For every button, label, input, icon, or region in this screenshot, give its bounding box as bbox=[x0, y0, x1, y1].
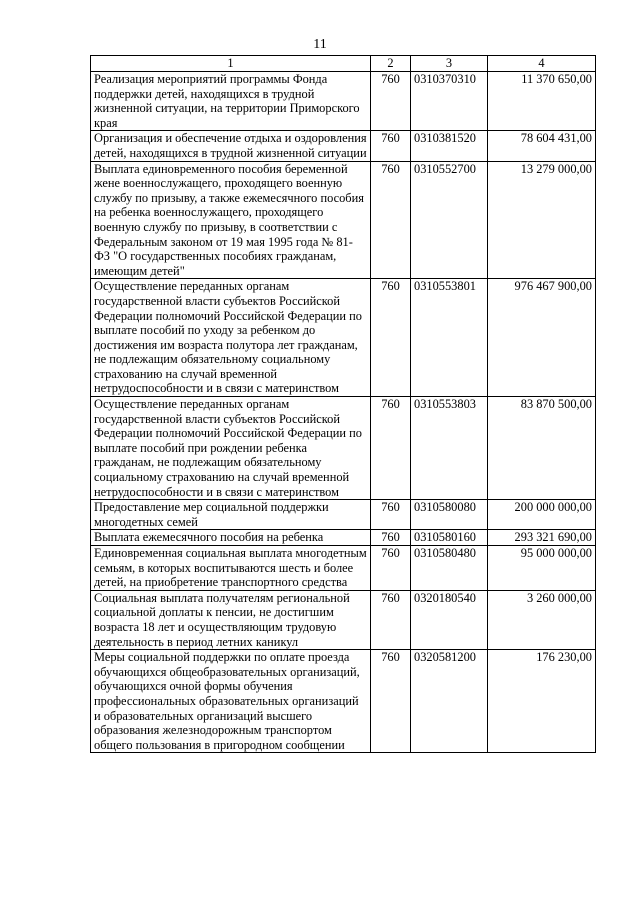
table-row bbox=[91, 650, 596, 753]
row-code: 760 bbox=[371, 590, 411, 649]
row-target-code: 0310553801 bbox=[411, 279, 488, 397]
row-name: Осуществление переданных органам государственной власти субъектов Российской Федерации полномочий Российской Федерации по выплате пособий при рождении ребенка гражданам, не подлежащим обязательному социальному страхованию на случай временной нетрудоспособности и в связи с материнством bbox=[91, 397, 371, 500]
row-target-code: 0310552700 bbox=[411, 161, 488, 279]
column-header-2: 2 bbox=[371, 56, 411, 72]
row-code: 760 bbox=[371, 650, 411, 753]
row-amount: 95 000 000,00 bbox=[488, 546, 596, 591]
table-row bbox=[91, 131, 596, 161]
row-target-code: 0310381520 bbox=[411, 131, 488, 161]
row-amount: 83 870 500,00 bbox=[488, 397, 596, 500]
page-number: 11 bbox=[313, 37, 327, 52]
row-name: Единовременная социальная выплата многодетным семьям, в которых воспитываются шесть и более детей, на приобретение транспортного средства bbox=[91, 546, 371, 591]
row-name: Меры социальной поддержки по оплате проезда обучающихся общеобразовательных организаций, обучающихся очной формы обучения профессиональных образовательных организаций и образовательных организаций высшего образования железнодорожным транспортом общего пользования в пригородном сообщении bbox=[91, 650, 371, 753]
row-target-code: 0320180540 bbox=[411, 590, 488, 649]
table-row bbox=[91, 590, 596, 649]
row-target-code: 0310553803 bbox=[411, 397, 488, 500]
row-amount: 293 321 690,00 bbox=[488, 530, 596, 546]
row-amount: 3 260 000,00 bbox=[488, 590, 596, 649]
table-row bbox=[91, 279, 596, 397]
row-code: 760 bbox=[371, 546, 411, 591]
row-amount: 11 370 650,00 bbox=[488, 72, 596, 131]
row-name: Предоставление мер социальной поддержки многодетных семей bbox=[91, 500, 371, 530]
row-code: 760 bbox=[371, 500, 411, 530]
row-code: 760 bbox=[371, 530, 411, 546]
row-name: Реализация мероприятий программы Фонда поддержки детей, находящихся в трудной жизненной ситуации, на территории Приморского края bbox=[91, 72, 371, 131]
row-code: 760 bbox=[371, 161, 411, 279]
table-row bbox=[91, 530, 596, 546]
row-name: Выплата единовременного пособия беременной жене военнослужащего, проходящего военную службу по призыву, а также ежемесячного пособия на ребенка военнослужащего, проходящего военную службу по призыву, в соответствии с Федеральным законом от 19 мая 1995 года № 81-ФЗ "О государственных пособиях гражданам, имеющим детей" bbox=[91, 161, 371, 279]
table-row bbox=[91, 161, 596, 279]
row-target-code: 0310580480 bbox=[411, 546, 488, 591]
row-target-code: 0310580160 bbox=[411, 530, 488, 546]
row-amount: 976 467 900,00 bbox=[488, 279, 596, 397]
table-row bbox=[91, 500, 596, 530]
row-amount: 13 279 000,00 bbox=[488, 161, 596, 279]
header-row bbox=[91, 56, 596, 72]
row-code: 760 bbox=[371, 131, 411, 161]
row-code: 760 bbox=[371, 72, 411, 131]
row-code: 760 bbox=[371, 397, 411, 500]
row-name: Организация и обеспечение отдыха и оздоровления детей, находящихся в трудной жизненной ситуации bbox=[91, 131, 371, 161]
row-target-code: 0320581200 bbox=[411, 650, 488, 753]
row-amount: 176 230,00 bbox=[488, 650, 596, 753]
row-target-code: 0310580080 bbox=[411, 500, 488, 530]
budget-table bbox=[90, 55, 596, 753]
row-amount: 78 604 431,00 bbox=[488, 131, 596, 161]
row-target-code: 0310370310 bbox=[411, 72, 488, 131]
table-row bbox=[91, 546, 596, 591]
column-header-1: 1 bbox=[91, 56, 371, 72]
row-name: Осуществление переданных органам государственной власти субъектов Российской Федерации полномочий Российской Федерации по выплате пособий по уходу за ребенком до достижения им возраста полутора лет гражданам, не подлежащим обязательному социальному страхованию на случай временной нетрудоспособности и в связи с материнством bbox=[91, 279, 371, 397]
column-header-3: 3 bbox=[411, 56, 488, 72]
column-header-4: 4 bbox=[488, 56, 596, 72]
table-row bbox=[91, 397, 596, 500]
row-amount: 200 000 000,00 bbox=[488, 500, 596, 530]
table-row bbox=[91, 72, 596, 131]
row-code: 760 bbox=[371, 279, 411, 397]
row-name: Выплата ежемесячного пособия на ребенка bbox=[91, 530, 371, 546]
row-name: Социальная выплата получателям региональной социальной доплаты к пенсии, не достигшим возраста 18 лет и осуществляющим трудовую деятельность в период летних каникул bbox=[91, 590, 371, 649]
